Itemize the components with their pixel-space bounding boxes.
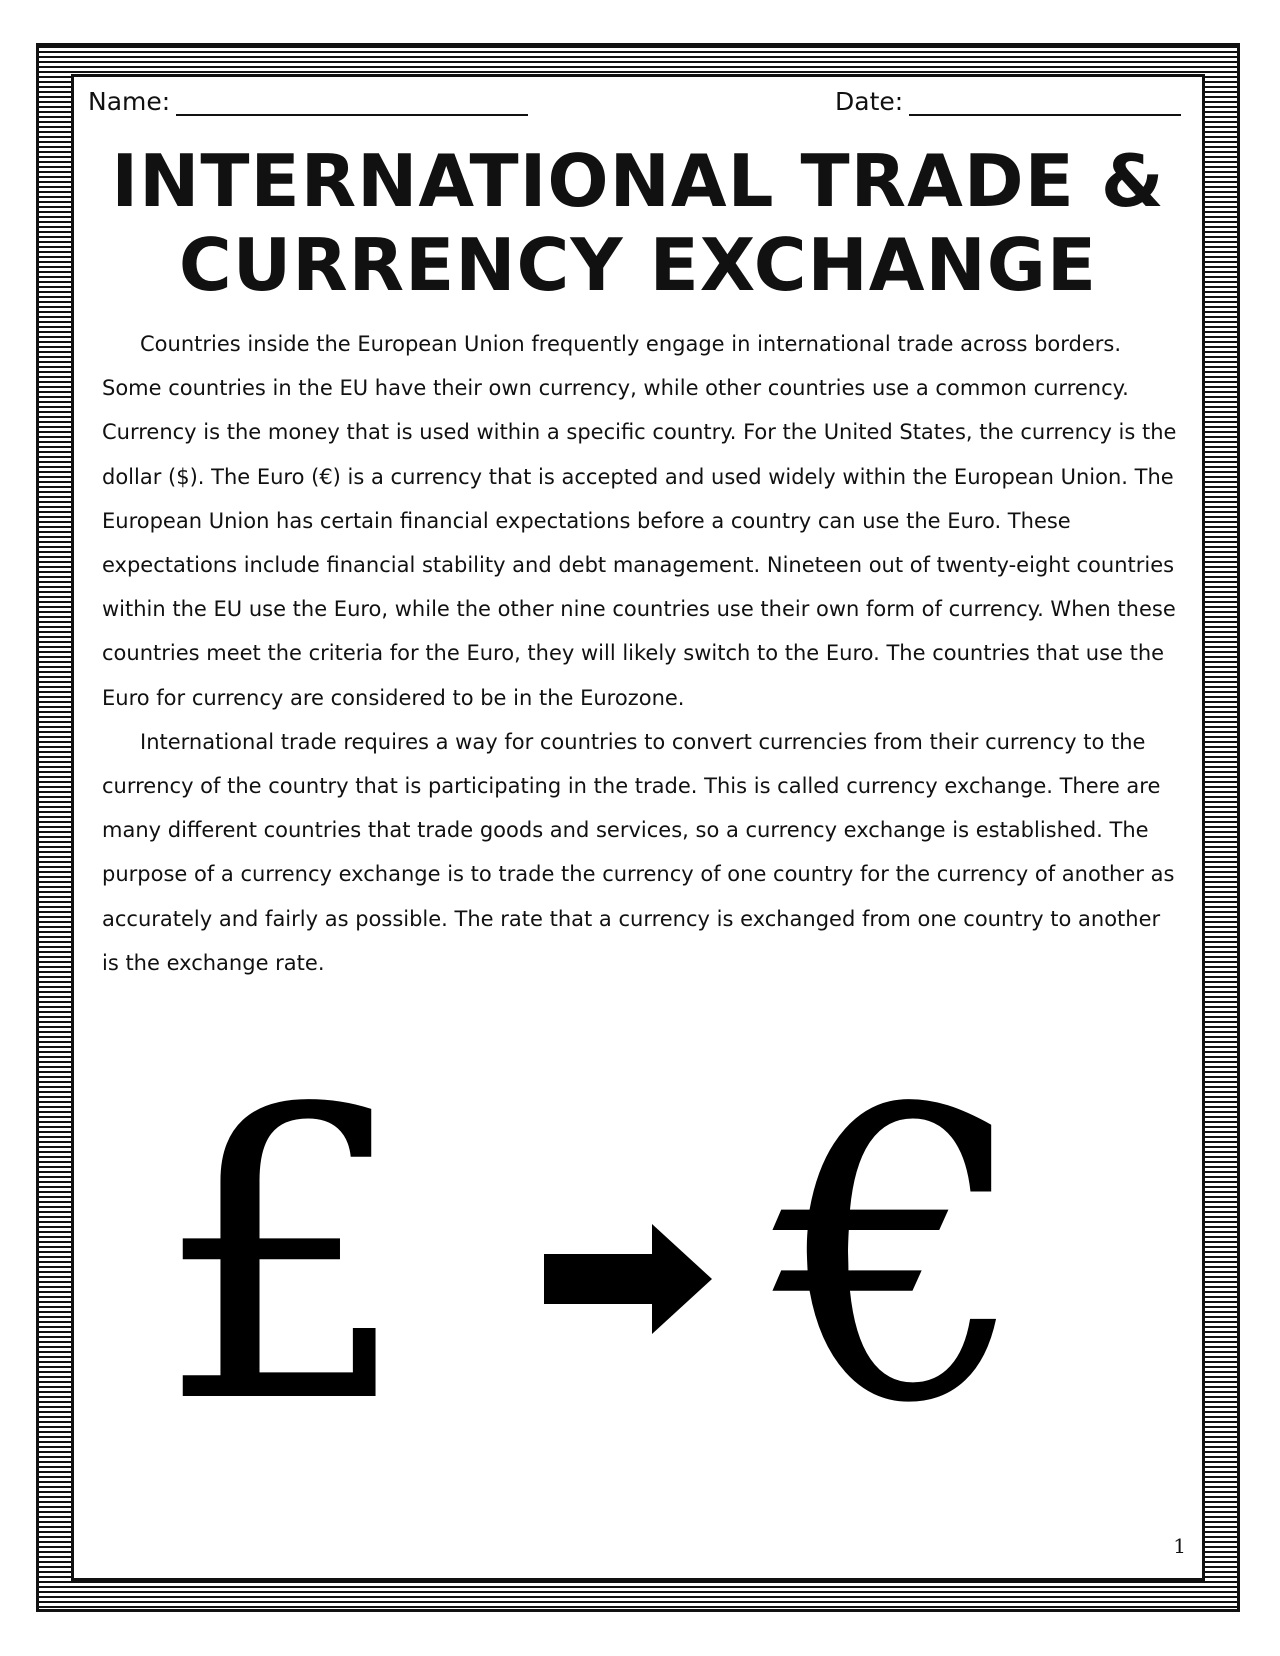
date-field [835,87,1181,116]
name-field [88,87,528,116]
striped-page-border [36,43,1240,1612]
passage-paragraph-1: Countries inside the European Union frequently engage in international trade across borders. Some countries in the EU have their own currency, while other countries use a common currency. Currency is the money that is used within a specific country. For the United States, the currency is the dollar ($). The Euro (€) is a currency that is accepted and used widely within the European Union. The European Union has certain financial expectations before a country can use the Euro. These expectations include financial stability and debt management. Nineteen out of twenty-eight countries within the EU use the Euro, while the other nine countries use their own form of currency. When these countries meet the criteria for the Euro, they will likely switch to the Euro. The countries that use the Euro for currency are considered to be in the Eurozone. [102,332,1177,710]
reading-passage [102,322,1182,985]
euro-sign: € [774,1026,1029,1491]
name-blank-line[interactable] [176,90,528,116]
date-blank-line[interactable] [909,90,1181,116]
title-line-1: INTERNATIONAL TRADE & [111,139,1165,223]
title-line-2: CURRENCY EXCHANGE [178,223,1098,307]
worksheet-title [74,139,1202,307]
pound-sign: £ [156,1026,411,1491]
currency-illustration [74,1026,1202,1491]
worksheet-page [71,74,1205,1581]
name-date-header [88,83,1172,123]
passage-paragraph-2: International trade requires a way for countries to convert currencies from their currency to the currency of the country that is participating in the trade. This is called currency exchange. There are many different countries that trade goods and services, so a currency exchange is established. The purpose of a currency exchange is to trade the currency of one country for the currency of another as accurately and fairly as possible. The rate that a currency is exchanged from one country to another is the exchange rate. [102,729,1175,975]
right-arrow-icon [544,1224,712,1334]
page-number: 1 [1173,1534,1186,1558]
name-label: Name: [88,87,171,116]
date-label: Date: [835,87,904,116]
